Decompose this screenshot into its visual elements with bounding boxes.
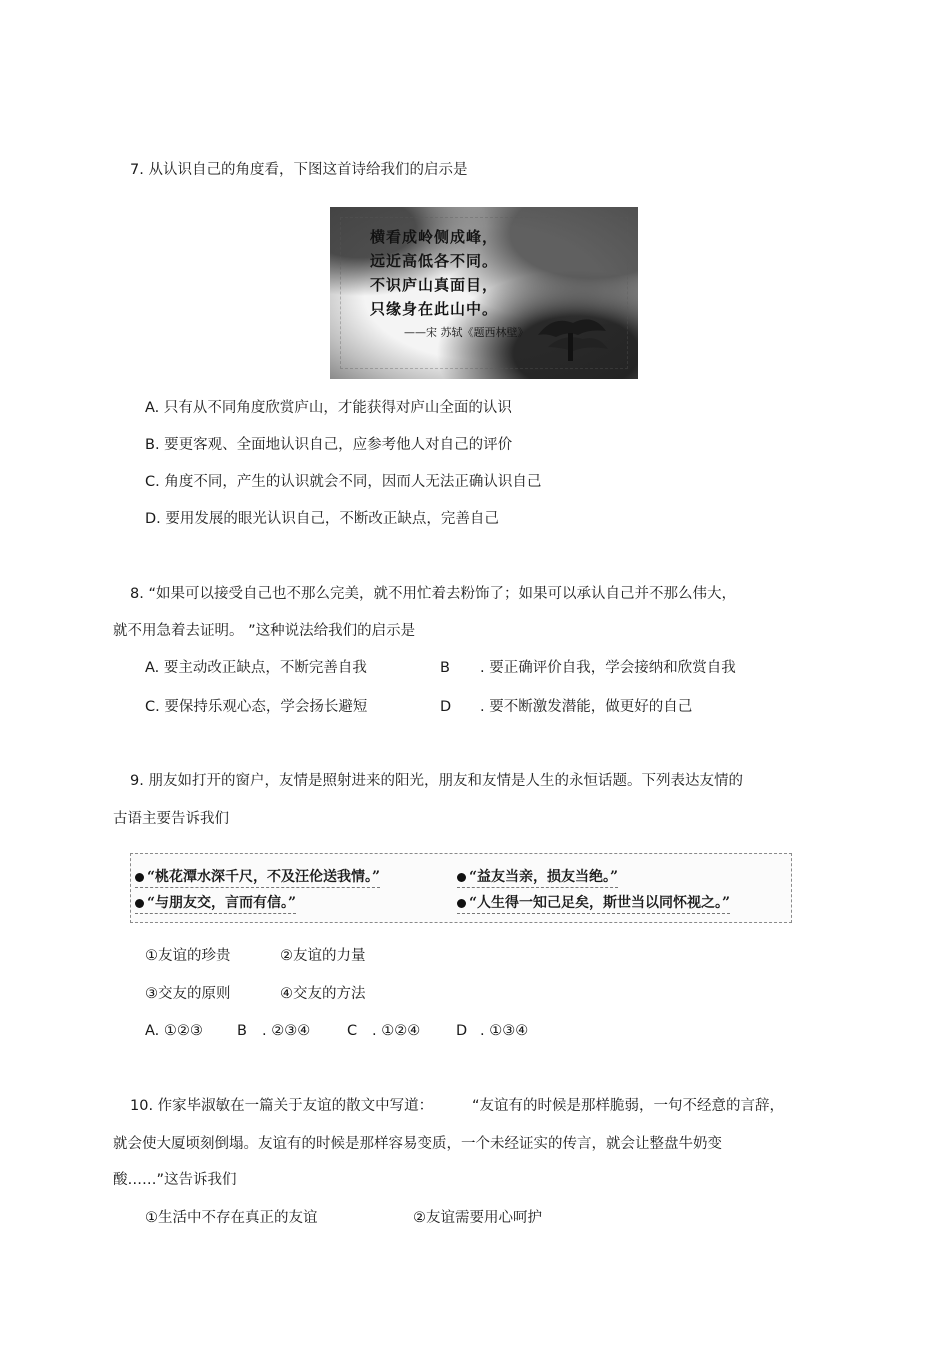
bullet-icon — [457, 899, 466, 908]
q10-stem-part-2: “友谊有的时候是那样脆弱，一句不经意的言辞， — [472, 1098, 785, 1114]
q10-item-1: ①生活中不存在真正的友谊 — [145, 1210, 318, 1226]
q9-choice-b-letter: B — [237, 1023, 247, 1039]
poem-attribution: ——宋 苏轼《题西林壁》 — [404, 326, 529, 339]
q8-stem-line-2: 就不用急着去证明。 ”这种说法给我们的启示是 — [113, 623, 416, 639]
q9-choice-c: . ①②④ — [372, 1023, 421, 1039]
quote-box — [130, 853, 792, 923]
q9-choice-d-letter: D — [456, 1023, 468, 1039]
q9-choice-c-letter: C — [347, 1023, 358, 1039]
q10-stem-part-1: 10. 作家毕淑敏在一篇关于友谊的散文中写道： — [130, 1098, 434, 1114]
q8-stem-line-1: 8. “如果可以接受自己也不那么完美，就不用忙着去粉饰了；如果可以承认自己并不那么伟大， — [130, 586, 736, 602]
bullet-icon — [135, 873, 144, 882]
q8-option-c: C. 要保持乐观心态，学会扬长避短 — [145, 699, 368, 715]
q10-stem-line-3: 酸……”这告诉我们 — [113, 1172, 237, 1188]
q7-option-a: A. 只有从不同角度欣赏庐山，才能获得对庐山全面的认识 — [145, 400, 512, 416]
q8-option-b-letter: B — [440, 660, 450, 676]
q10-item-2: ②友谊需要用心呵护 — [413, 1210, 542, 1226]
q10-stem-line-2: 就会使大厦顷刻倒塌。友谊有的时候是那样容易变质，一个未经证实的传言，就会让整盘牛奶变 — [113, 1136, 722, 1152]
q9-item-4: ④交友的方法 — [280, 986, 366, 1002]
q9-choice-b: . ②③④ — [262, 1023, 311, 1039]
poem-illustration — [330, 207, 638, 379]
poem-text — [370, 225, 529, 345]
q9-stem-line-2: 古语主要告诉我们 — [113, 811, 229, 827]
q8-option-d: . 要不断激发潜能，做更好的自己 — [480, 699, 693, 715]
poem-line-4: 只缘身在此山中。 — [370, 300, 499, 318]
pine-tree-icon — [528, 305, 608, 361]
q9-item-1: ①友谊的珍贵 — [145, 948, 231, 964]
q8-option-a: A. 要主动改正缺点，不断完善自我 — [145, 660, 367, 676]
q9-item-2: ②友谊的力量 — [280, 948, 366, 964]
q9-item-3: ③交友的原则 — [145, 986, 231, 1002]
q9-choice-d: . ①③④ — [480, 1023, 529, 1039]
bullet-icon — [135, 899, 144, 908]
quote-3: “与朋友交，言而有信。” — [135, 892, 296, 914]
q7-option-d: D. 要用发展的眼光认识自己，不断改正缺点，完善自己 — [145, 511, 499, 527]
poem-line-2: 远近高低各不同。 — [370, 252, 499, 270]
q9-choice-a: A. ①②③ — [145, 1023, 203, 1039]
q7-option-c: C. 角度不同，产生的认识就会不同，因而人无法正确认识自己 — [145, 474, 542, 490]
quote-2: “益友当亲，损友当绝。” — [457, 866, 618, 888]
poem-line-1: 横看成岭侧成峰， — [370, 228, 499, 246]
q9-stem-line-1: 9. 朋友如打开的窗户，友情是照射进来的阳光，朋友和友情是人生的永恒话题。下列表达友情的 — [130, 773, 743, 789]
q7-option-b: B. 要更客观、全面地认识自己，应参考他人对自己的评价 — [145, 437, 513, 453]
q8-option-b: . 要正确评价自我，学会接纳和欣赏自我 — [480, 660, 736, 676]
q8-option-d-letter: D — [440, 699, 452, 715]
q7-stem: 7. 从认识自己的角度看，下图这首诗给我们的启示是 — [130, 162, 468, 178]
poem-line-3: 不识庐山真面目， — [370, 276, 499, 294]
quote-4: “人生得一知己足矣，斯世当以同怀视之。” — [457, 892, 730, 914]
bullet-icon — [457, 873, 466, 882]
quote-1: “桃花潭水深千尺，不及汪伦送我情。” — [135, 866, 380, 888]
